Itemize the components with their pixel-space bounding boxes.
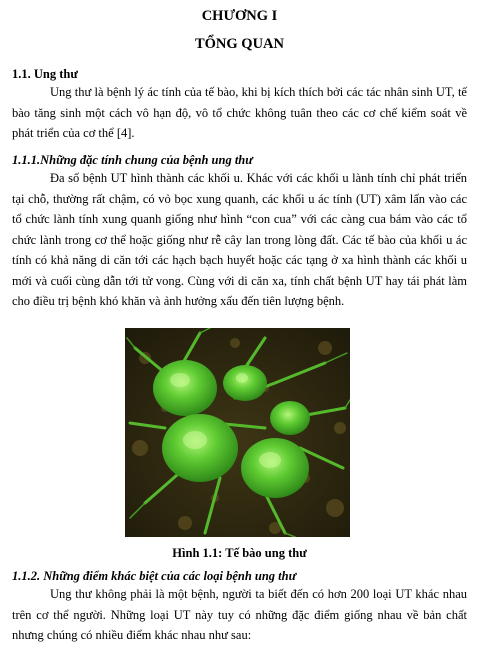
chapter-title: TỔNG QUAN: [194, 36, 285, 52]
section-1-1-1-heading: 1.1.1.Những đặc tính chung của bệnh ung thư: [12, 153, 253, 167]
section-1-1-2-heading: 1.1.2. Những điểm khác biệt của các loại bệnh ung thư: [12, 569, 297, 583]
section-1-1-2-paragraph: Ung thư không phải là một bệnh, người ta biết đến có hơn 200 loại UT khác nhau trên cơ thể người. Những loại UT này tuy có những đặc điểm giống nhau về bản chất nhưng chúng có nhiều điểm khác nhau như sau:: [12, 587, 467, 642]
section-1-1-paragraph: Ung thư là bệnh lý ác tính của tế bào, khi bị kích thích bởi các tác nhân sinh UT, tế bào tăng sinh một cách vô hạn độ, vô tổ chức không tuân theo các cơ chế kiểm soát về phát triển của cơ thể [4].: [12, 85, 467, 140]
section-1-1-1-paragraph: Đa số bệnh UT hình thành các khối u. Khác với các khối u lành tính chỉ phát triển tại chỗ, thường rất chậm, có vỏ bọc xung quanh, các khối u ác tính (UT) xâm lấn vào các tổ chức lành tính xung quanh giống như hình “con cua” với các càng cua bám vào các tổ chức lành trong cơ thể hoặc giống như rễ cây lan trong lòng đất. Các tế bào của khối u ác tính có khả năng di căn tới các hạch bạch huyết hoặc các tạng ở xa hình thành các khối u mới và cuối cùng dẫn tới tử vong. Cùng với di căn xa, tính chất bệnh UT hay tái phát làm cho điều trị bệnh khó khăn và ảnh hưởng xấu đến tiên lượng bệnh.: [12, 171, 467, 308]
section-1-1-heading: 1.1. Ung thư: [12, 67, 78, 81]
figure-caption: Hình 1.1: Tế bào ung thư: [172, 546, 307, 560]
chapter-number: CHƯƠNG I: [201, 8, 278, 24]
cancer-cell-image: [125, 328, 350, 537]
